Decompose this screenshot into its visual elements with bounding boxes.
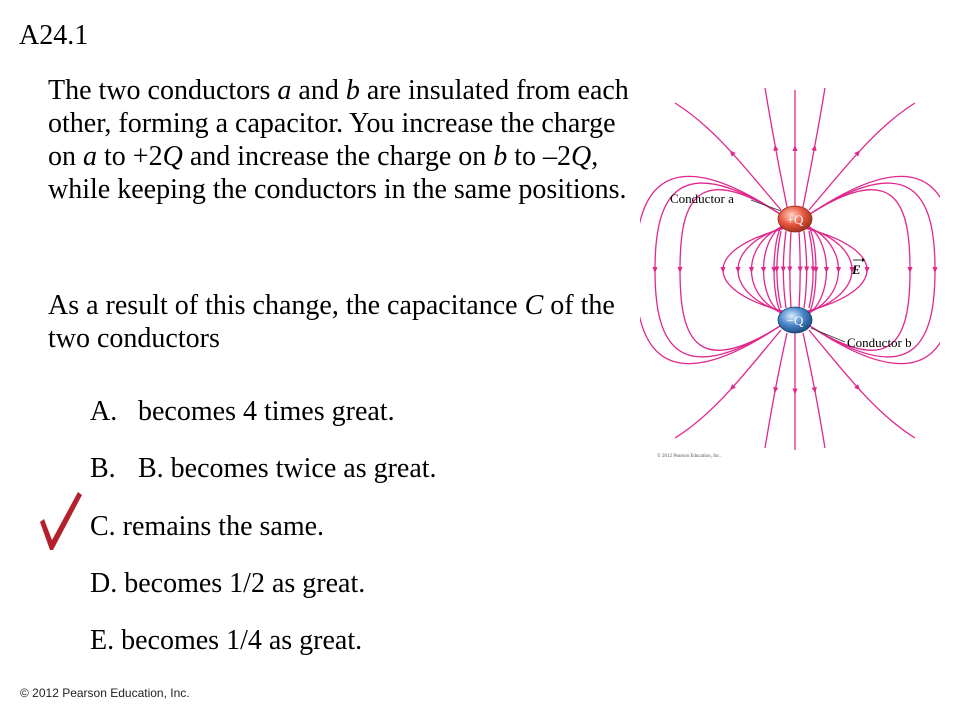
positive-charge-label: +Q bbox=[786, 212, 804, 227]
field-arrow bbox=[804, 267, 809, 273]
option-b-letter: B. bbox=[90, 453, 116, 484]
field-line bbox=[675, 330, 781, 438]
field-arrow bbox=[735, 267, 740, 273]
field-vector-label: E bbox=[852, 262, 861, 277]
conductor-a-label: Conductor a bbox=[670, 191, 734, 206]
option-d[interactable]: D. becomes 1/2 as great. bbox=[90, 568, 366, 599]
conductor-b bbox=[778, 307, 812, 333]
field-arrow bbox=[749, 267, 754, 273]
option-a[interactable] bbox=[90, 395, 395, 429]
field-arrow bbox=[787, 266, 792, 272]
field-arrow bbox=[677, 267, 682, 273]
option-e[interactable]: E. becomes 1/4 as great. bbox=[90, 625, 363, 656]
field-arrow bbox=[907, 267, 912, 273]
field-line bbox=[807, 226, 839, 313]
field-arrow bbox=[792, 145, 797, 151]
field-line-figure bbox=[640, 88, 940, 460]
slide-copyright: © 2012 Pearson Education, Inc. bbox=[20, 686, 190, 700]
conductor-b-leader bbox=[811, 328, 845, 342]
conductor-a bbox=[778, 206, 812, 232]
conductor-b-label: Conductor b bbox=[847, 335, 912, 350]
option-c[interactable]: C. remains the same. bbox=[90, 511, 325, 542]
field-arrow bbox=[781, 267, 786, 273]
field-line bbox=[752, 226, 784, 313]
field-line bbox=[655, 183, 780, 357]
question-prompt: As a result of this change, the capacitance C of the two conductors bbox=[48, 290, 615, 354]
checkmark-icon bbox=[38, 488, 84, 552]
option-a-letter: A. bbox=[90, 396, 118, 427]
field-arrow bbox=[652, 267, 657, 273]
option-a-text: becomes 4 times great. bbox=[138, 396, 395, 427]
field-arrow bbox=[720, 267, 725, 273]
negative-charge-label: −Q bbox=[786, 313, 804, 328]
field-arrow bbox=[864, 267, 869, 273]
field-line bbox=[774, 224, 783, 316]
option-b-text: B. becomes twice as great. bbox=[138, 453, 437, 484]
question-stem: The two conductors a and b are insulated from each other, forming a capacitor. You increase the charge on a to +2Q and increase the charge on b to –2Q, while keeping the conductors in the same positions. bbox=[48, 75, 629, 205]
field-line bbox=[810, 183, 935, 357]
option-b[interactable] bbox=[90, 452, 437, 486]
field-arrow bbox=[824, 267, 829, 273]
field-line bbox=[680, 190, 780, 351]
field-arrow bbox=[798, 266, 803, 272]
field-line bbox=[809, 103, 915, 210]
figure-credit: © 2012 Pearson Education, Inc. bbox=[657, 454, 721, 459]
slide-id: A24.1 bbox=[19, 20, 89, 51]
field-arrow bbox=[792, 389, 797, 395]
field-arrow bbox=[836, 267, 841, 273]
field-arrow bbox=[761, 267, 766, 273]
field-arrow bbox=[932, 267, 937, 273]
field-line bbox=[807, 224, 816, 316]
